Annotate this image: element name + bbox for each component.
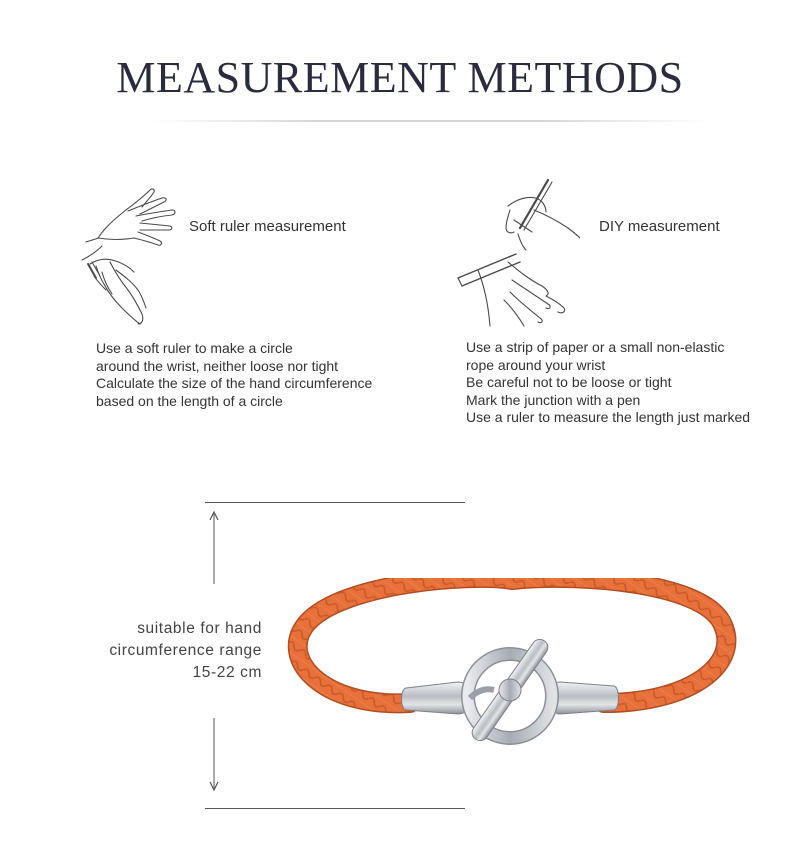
title-divider [150,120,710,122]
diy-line-1: Use a strip of paper or a small non-elastic [466,339,725,355]
range-line-2: circumference range [109,642,262,659]
circumference-range-text [40,618,262,684]
bracelet-product-image [282,578,742,773]
diy-description [466,339,750,427]
arrow-up-icon [208,510,220,591]
bottom-dimension-line [205,808,465,809]
range-line-3: 15-22 cm [192,664,262,681]
top-dimension-line [205,502,465,503]
diy-label: DIY measurement [599,218,720,235]
hand-soft-ruler-icon [76,180,186,330]
arrow-down-icon [208,716,220,797]
soft-ruler-description [96,340,372,410]
range-line-1: suitable for hand [137,620,262,637]
hand-pen-paper-icon [450,176,580,336]
soft-ruler-line-3: Calculate the size of the hand circumference [96,375,373,391]
soft-ruler-line-2: around the wrist, neither loose nor tight [96,357,339,374]
soft-ruler-line-4: based on the length of a circle [96,392,283,409]
diy-line-3: Be careful not to be loose or tight [466,374,672,390]
diy-line-5: Use a ruler to measure the length just marked [466,409,751,425]
page-title: MEASUREMENT METHODS [116,53,684,102]
diy-line-2: rope around your wrist [466,356,606,373]
soft-ruler-line-1: Use a soft ruler to make a circle [96,340,293,356]
diy-line-4: Mark the junction with a pen [466,391,641,408]
soft-ruler-label: Soft ruler measurement [189,218,346,235]
